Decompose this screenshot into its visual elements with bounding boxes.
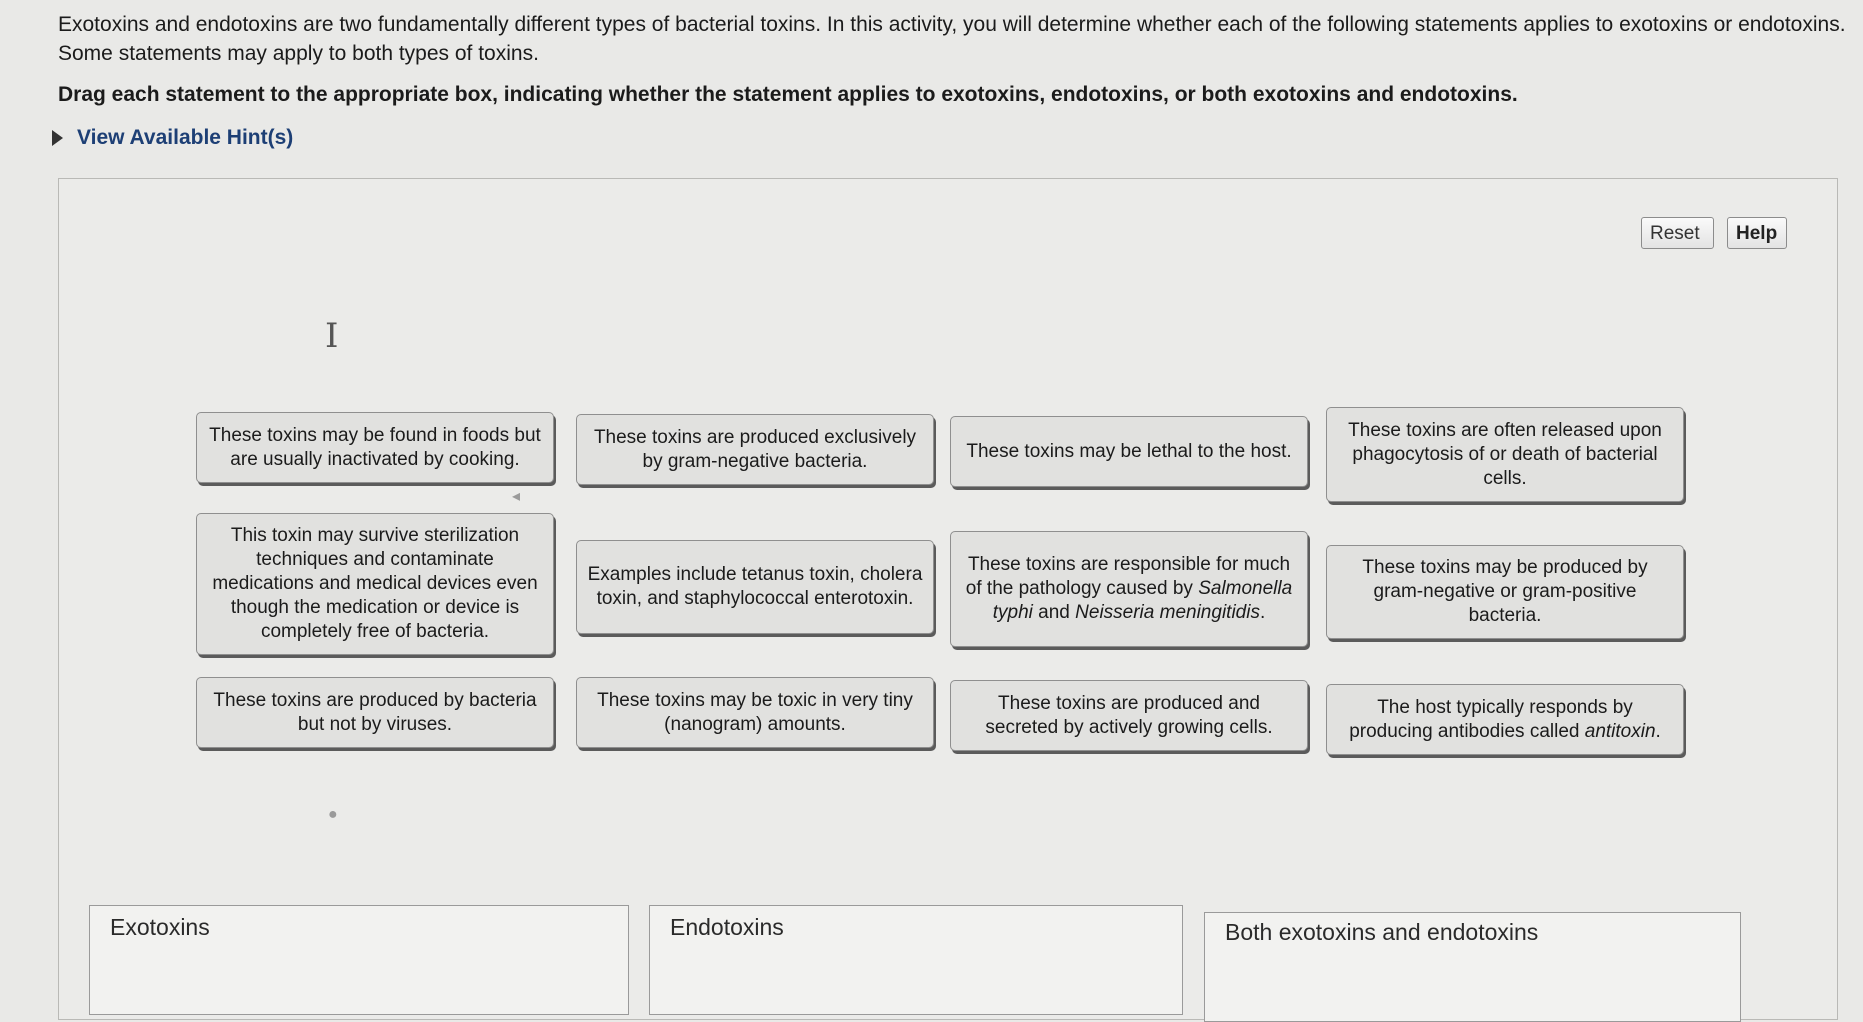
view-hints-label: View Available Hint(s)	[77, 126, 294, 149]
statement-card-5[interactable]	[196, 513, 554, 655]
dropzone-label: Endotoxins	[670, 914, 784, 940]
statement-text: Examples include tetanus toxin, cholera toxin, and staphylococcal enterotoxin.	[587, 564, 923, 609]
organism-name: Salmonella typhi	[992, 578, 1293, 623]
statement-text: These toxins may be found in foods but are usually inactivated by cooking.	[209, 424, 541, 470]
statement-card-4[interactable]	[1326, 407, 1684, 502]
text-part: .	[1655, 720, 1661, 742]
text-part: and	[1032, 602, 1076, 623]
statement-text: These toxins may be produced by gram-negative or gram-positive bacteria.	[1362, 557, 1648, 626]
text-part: These toxins are responsible for much of the pathology caused by	[965, 554, 1291, 599]
dropzone-exotoxins[interactable]	[89, 905, 629, 1015]
dropzone-both[interactable]	[1204, 912, 1741, 1022]
help-button[interactable]: Help	[1727, 217, 1787, 249]
statement-card-3[interactable]	[950, 416, 1308, 487]
speck-icon: ◂	[512, 488, 521, 505]
statement-text: These toxins are produced by bacteria but not by viruses.	[213, 689, 537, 735]
statement-card-12[interactable]	[1326, 684, 1684, 755]
statement-card-6[interactable]	[576, 540, 934, 634]
statement-text: This toxin may survive sterilization techniques and contaminate medications and medical devices even though the medication or device is completely free of bacteria.	[212, 525, 538, 642]
intro-text: Exotoxins and endotoxins are two fundamentally different types of bacterial toxins. In this activity, you will determine whether each of the following statements applies to exotoxins or endotoxins. Some statements may apply to both types of toxins.	[58, 13, 1846, 65]
instruction-text: Drag each statement to the appropriate box, indicating whether the statement applies to exotoxins, endotoxins, or both exotoxins and endotoxins.	[58, 83, 1518, 106]
statement-text: These toxins may be lethal to the host.	[966, 440, 1292, 462]
statement-text-rich	[1335, 696, 1675, 744]
dropzone-endotoxins[interactable]	[649, 905, 1183, 1015]
statement-card-1[interactable]	[196, 412, 554, 483]
statement-card-10[interactable]	[576, 677, 934, 748]
statement-card-7[interactable]	[950, 531, 1308, 647]
text-part: The host typically responds by producing antibodies called	[1349, 696, 1633, 742]
text-part: .	[1259, 602, 1266, 623]
statement-card-11[interactable]	[950, 680, 1308, 751]
dropzone-label: Both exotoxins and endotoxins	[1225, 919, 1539, 945]
reset-button[interactable]: Reset	[1641, 217, 1714, 249]
statement-card-8[interactable]	[1326, 545, 1684, 639]
organism-name: Neisseria meningitidis	[1075, 602, 1260, 623]
statement-card-9[interactable]	[196, 677, 554, 748]
statement-text: These toxins are produced exclusively by gram-negative bacteria.	[593, 426, 917, 472]
triangle-right-icon	[52, 130, 63, 146]
view-hints-toggle[interactable]	[52, 126, 293, 150]
statement-text: These toxins may be toxic in very tiny (nanogram) amounts.	[597, 689, 913, 735]
statement-text-rich	[959, 553, 1299, 625]
speck-icon: ●	[328, 806, 338, 823]
statement-text: These toxins are produced and secreted by actively growing cells.	[985, 692, 1273, 738]
statement-text: These toxins are often released upon phagocytosis of or death of bacterial cells.	[1348, 419, 1662, 489]
dropzone-label: Exotoxins	[110, 914, 210, 940]
statement-card-2[interactable]	[576, 414, 934, 485]
term: antitoxin	[1584, 720, 1656, 742]
text-cursor-icon: I	[325, 316, 339, 356]
